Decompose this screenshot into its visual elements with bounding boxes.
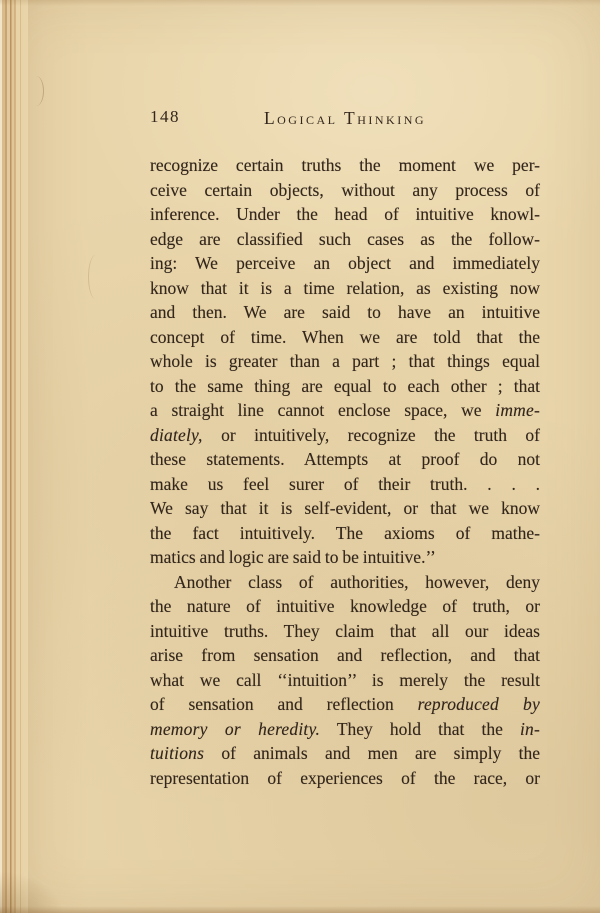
paper-scratch-mark [88, 255, 103, 299]
page-curl-shadow [0, 843, 90, 913]
text-segment: or intuitively, recognize the truth of [202, 424, 540, 445]
text-segment: the nature of intuitive knowledge of truth, or [150, 596, 540, 616]
text-line [150, 668, 540, 693]
text-segment: make us feel surer of their truth. . . . [150, 473, 540, 494]
text-segment: whole is greater than a part ; that things equal [150, 351, 540, 371]
page-bottom-edge [0, 906, 600, 913]
text-segment: recognize certain truths the moment we per- [150, 155, 540, 175]
text-segment: inference. Under the head of intuitive knowl- [150, 204, 540, 224]
text-segment: a straight line cannot enclose space, we [150, 400, 496, 420]
text-segment: arise from sensation and reflection, and that [150, 645, 540, 665]
text-line [150, 447, 540, 472]
text-line [150, 349, 540, 374]
text-segment: of animals and men are simply the [204, 743, 540, 763]
text-line [150, 521, 540, 546]
text-line [150, 423, 540, 448]
running-head: Logical Thinking [263, 108, 427, 128]
text-segment: concept of time. When we are told that the [150, 326, 540, 347]
text-segment: of sensation and reflection [150, 694, 418, 714]
text-line [150, 619, 540, 644]
text-line [150, 300, 540, 325]
paper-scratch-mark [31, 76, 44, 106]
text-segment: We say that it is self-evident, or that we know [150, 498, 540, 518]
text-line [150, 251, 540, 276]
text-segment: to the same thing are equal to each other ; that [150, 375, 540, 396]
text-segment: these statements. Attempts at proof do not [150, 449, 540, 469]
text-segment: edge are classified such cases as the follow- [150, 228, 540, 249]
text-line [150, 178, 540, 203]
text-segment: know that it is a time relation, as existing now [150, 277, 540, 298]
text-segment: ing: We perceive an object and immediately [150, 253, 540, 273]
text-segment: representation of experiences of the race, or [150, 767, 540, 788]
text-line [150, 766, 540, 791]
text-line [150, 153, 540, 178]
italic-text-segment: tuitions [150, 743, 205, 763]
text-segment: and then. We are said to have an intuitive [150, 302, 540, 322]
text-line [150, 717, 540, 742]
text-line [150, 374, 540, 399]
text-line [150, 643, 540, 668]
page-top-edge [0, 0, 600, 6]
italic-text-segment: reproduced by [417, 694, 540, 714]
text-segment: intuitive truths. They claim that all our ideas [150, 620, 540, 641]
text-line [150, 227, 540, 252]
text-line [150, 545, 540, 570]
text-line [150, 741, 540, 766]
italic-text-segment: in- [519, 718, 541, 739]
page-binding-edge [0, 0, 28, 913]
text-line [150, 594, 540, 619]
page-number: 148 [150, 107, 180, 126]
text-segment: matics and logic are said to be intuitive.’’ [150, 547, 436, 567]
text-line [150, 570, 540, 595]
text-line [150, 202, 540, 227]
italic-text-segment: diately, [150, 424, 203, 445]
italic-text-segment: memory or heredity. [150, 718, 321, 739]
text-line [150, 398, 540, 423]
text-line [150, 472, 540, 497]
text-line [150, 692, 540, 717]
text-segment: the fact intuitively. The axioms of mathe- [150, 522, 540, 543]
text-line [150, 276, 540, 301]
italic-text-segment: imme- [495, 400, 540, 420]
text-line [150, 496, 540, 521]
text-segment: ceive certain objects, without any process of [150, 179, 540, 200]
body-text [150, 153, 540, 790]
text-segment: They hold that the [320, 718, 520, 739]
text-line [150, 325, 540, 350]
text-segment: what we call ‘‘intuition’’ is merely the result [150, 669, 540, 690]
text-segment: Another class of authorities, however, deny [174, 571, 540, 592]
